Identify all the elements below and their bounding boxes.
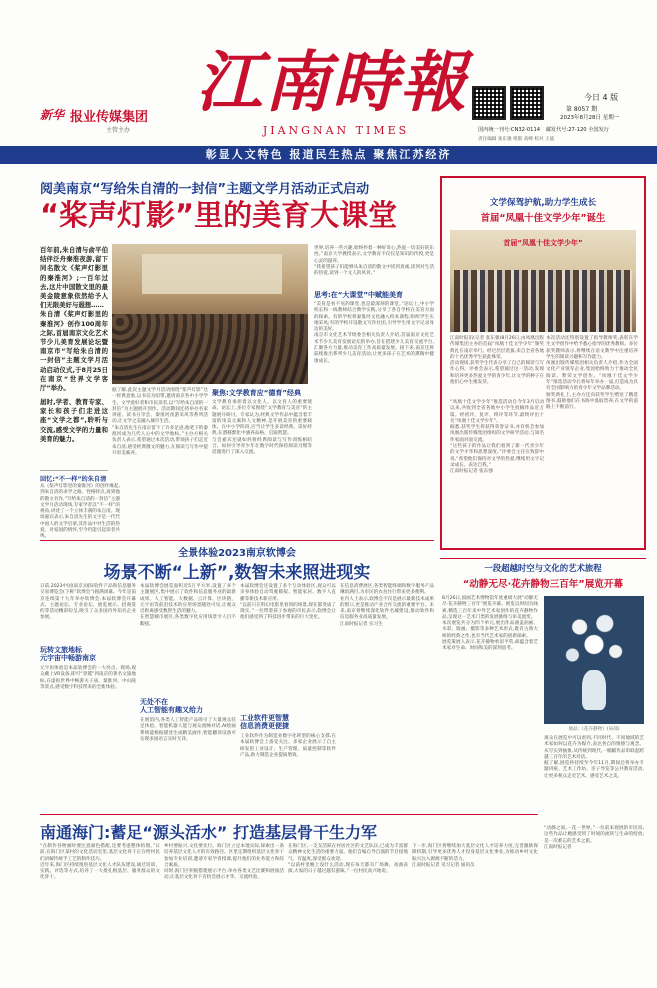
date-line: 2023年8月28日 星期一 <box>560 115 620 121</box>
art-headline-1: 一段超越时空与文化的艺术旅程 <box>484 563 602 573</box>
lead-col2: 据了解,此次主题文学月活动围绕“桨声灯影”这一经典意象,以书信为纽带,邀请南京各中小学学生、文学爱好者和市民读者,以“写给朱自清的一封信”为主题展开创作。活动期间还将举办名家讲座、读书分享会、秦淮河夜游采风等系列活动,让文学之美融入城市生活。 “朱自清先生在南京留下了许多足迹,他笔下的秦淮河成为几代人心中的文学地标。”主办方相关负责人表示,希望通过本次活动,带领孩子们走近朱自清,感受经典散文的魅力,在阅读与写作中提升审美素养。 <box>112 388 208 456</box>
lead-col4-subhead: 思考:在“大课堂”中赋能美育 <box>314 291 404 299</box>
lead-headline: “桨声灯影”里的美育大课堂 <box>40 198 398 232</box>
mid-col3: 本届软博会还设置了多个互动体验区,观众可以亲身体验自动驾驶模拟、智能家居、数字人直播等新技术新应用。 “以前只在科幻电影里看到的场景,现在都变成了现实。”一位带着孩子参观的市民表示,软博会让他们感受到了科技进步带来的巨大变化。 <box>240 584 336 621</box>
group-name: 报业传媒集团 <box>70 110 149 125</box>
slogan-band <box>0 146 657 164</box>
bottom-col3: 在海门区,一支支活跃在村居社区的文艺队伍,已成为丰富群众精神文化生活的重要力量。他们自编自导自演的节目接地气、有温度,深受群众欢迎。 “以前村里晚上没什么活动,现在每天都有广场舞、戏曲表演,大家的日子越过越有滋味。”一位村民高兴地说。 <box>288 844 408 875</box>
mid-kicker: 全景体验2023南京软博会 <box>178 548 296 559</box>
post-code-text: 邮发代号:27-120 全国发行 <box>545 127 609 133</box>
masthead <box>0 0 657 160</box>
lead-col3-subhead: 聚焦:文学教育应“德育”经典 <box>212 389 302 397</box>
lead-intro-2: 届时,学者、教育专家、家长和孩子们走进这座“文学之都”,聆听与交流,感受文学的力量和美育的魅力。 <box>40 398 108 443</box>
mid-col3b: 工业软件作为制造业数字化转型的核心支撑,在本届软博会上备受关注。多家企业展示了自主研发的工业设计、生产管理、质量控制等软件产品,助力制造企业提质增效。 <box>240 734 336 758</box>
art-photo-caption: 展品:《花卉静物》(局部) <box>568 727 620 732</box>
art-top-rule <box>440 558 646 559</box>
cn-code-text: 国内统一刊号:CN32-0114 <box>478 127 541 133</box>
bottom-top-rule <box>40 814 538 815</box>
issue-line: 第 8057 期 <box>566 106 598 113</box>
sponsor-label: 主管主办 <box>106 127 131 134</box>
mid-col2-subhead: 无处不在 人工智能有趣又给力 <box>140 698 203 714</box>
art-painting-flowers <box>558 606 630 676</box>
feature-photo <box>450 230 636 332</box>
pages-count: 今日 4 版 <box>584 93 619 102</box>
feature-photo-banner: 首届“凤凰十佳文学少年” <box>503 239 583 247</box>
bottom-col4: 下一步,海门区将继续加大基层文化人才培养力度,完善激励保障机制,引导更多优秀人才投身基层文化事业,为推动乡村文化振兴注入源源不断的活力。 江南时报记者 见习记者 通讯员 <box>412 844 538 868</box>
feature-col-a: “凤凰十佳文学少年”推选活动自今年3月启动以来,共收到全省各地中小学生投稿作品近万篇。经初评、复评、终评等环节,最终评出十名“凤凰十佳文学少年”。 据悉,获奖学生将获得荣誉证书,并有机会参加凤凰出版传媒集团组织的文学研学活动,与知名作家面对面交流。 “这些孩子的作品让我们看到了新一代青少年的文学才华和思想深度。”评委会主任在致辞中说,“希望他们保持对文学的热爱,继续用文字记录成长、表达自我。” 江南时报记者 张东强 <box>450 400 544 475</box>
cn-code <box>478 126 609 133</box>
feature-caption: 江南时报讯(记者 张东强)8月26日,由凤凰出版传媒集团主办的首届“凤凰十佳文学少年”颁奖典礼在南京举行。经过层层选拔,来自全省各地的十名优秀学生获此殊荣。 活动现场,获奖学生代表分享了自己的阅读与写作心得。评委会表示,希望通过这一活动,发现和培养更多热爱文学的青少年,让文学的种子在他们心中生根发芽。 <box>450 336 544 386</box>
art-col3: “动静之间,一花一世界。”一位前来观展的市民说,这些作品让她感受到了时间的流转与生命的绽放,是一次难忘的艺术之旅。 江南时报记者 <box>544 826 644 850</box>
lead-sidebar <box>40 246 108 466</box>
lead-col4: 世界,培养一些兴趣,始终怀着一种好奇心,热爱一切美好的东西。”南京大学教授表示,文学教育不仅仅是知识的传授,更是心灵的滋养。 “我希望孩子们能够从朱自清的散文中读到真诚,读到对生活的热爱,读到一个文人的风骨。” <box>314 246 434 277</box>
mid-col2: 本届软博会展览面积近5万平方米,设置了多个主题展区,集中展示了软件和信息服务业的最新成果。人工智能、大数据、云计算、区块链、元宇宙等前沿技术的应用场景随处可见,让观众近距离感受数智生活的魅力。 在智慧城市展区,各类数字化应用场景令人目不暇接。 <box>140 584 236 627</box>
mid-top-rule <box>40 540 434 541</box>
lead-col1: 从《桨声灯影里的秦淮河》的创作缘起,到朱自清的求学之路、性格特点,再到他的散文名作,“写给朱自清的一封信”主题文学月活动现场,专家学者以“不一样”的视角,讲述了一个立体丰满的朱自清。现场嘉宾表示,朱自清先生的文字是一代代中国人的文学启蒙,其作品中对生活的热爱、对家国的情怀,至今仍能引起读者共鸣。 <box>40 484 120 540</box>
lead-col3: 文学教育承担着以文化人、以文育人的重要使命。论坛上,多位专家围绕“文学教育与美育”的主题展开研讨。专家认为,经典文学作品中蕴含着丰富的审美元素和人文精神,是开展美育的重要载体。在中小学阶段,应当让学生多读经典、读好经典,在潜移默化中涵养品格、启迪智慧。 与会嘉宾还就如何将经典阅读与写作训练相结合、如何引导青少年在数字时代保持阅读习惯等话题进行了深入交流。 <box>212 400 312 456</box>
mid-col4: 在信息消费展区,各类智能终端和数字服务产品琳琅满目,为市民的衣食住行带来更多便利。 业内人士表示,软博会不仅是展示最新技术成果的窗口,更是推动产业合作交流的重要平台。未来,南京将继续深化软件名城建设,推动软件和信息服务业高质量发展。 江南时报记者 实习生 <box>340 584 434 627</box>
bottom-headline: 南通海门:蓄足“源头活水” 打造基层骨干生力军 <box>40 823 378 842</box>
bottom-col1: “在制作谷物画时要注意颜色搭配,还要考虑整体构图。”日前,在海门区某村的文化活动室里,基层文化骨干正在给村民们讲解传统手工艺的制作技巧。 近年来,海门区持续推进基层文化人才队伍建设,通过培训、实践、评选等方式,培养了一大批扎根基层、服务群众的文化骨干。 <box>40 844 160 881</box>
slogan-text: 彰显人文特色 报道民生热点 聚焦江苏经济 <box>205 148 452 161</box>
art-col2: 观众在展览中可以看到,不同时代、不同地域的艺术家如何以花卉为媒介,表达各自的情感与观念。从写实到抽象,从传统到现代,一幅幅作品串联起跨越三百年的艺术对话。 据了解,展览将持续至今年11月,期间还将举办专题讲座、艺术工作坊、亲子导览等公共教育活动,让更多观众走近艺术、感受艺术之美。 <box>544 736 644 779</box>
paper-title: 江南時報 <box>196 43 468 121</box>
mid-col1-subhead: 玩转文旅地标 元宇宙中畅游南京 <box>40 646 96 662</box>
feature-headline-1: 文学保驾护航,助力学生成长 <box>489 198 597 208</box>
mid-col2b: 在展馆内,各类人工智能产品吸引了大量观众驻足体验。智能机器人能与观众流畅对话,AI绘画系统能根据描述生成精美画作,智能翻译设备可实现多国语言实时互译。 <box>140 718 236 742</box>
feature-col-b: 本次活动还特别设置了指导教师奖,表彰在学生文学创作中给予悉心指导的优秀教师。多位获奖教师表示,将继续在语文教学中注重培养学生的阅读兴趣和写作能力。 凤凰出版传媒集团相关负责人介绍,作为全国文化产业领军企业,集团始终致力于推动全民阅读、繁荣文学创作。“凤凰十佳文学少年”推选活动今后将每年举办一届,打造成为具有全国影响力的青少年文学品牌活动。 颁奖典礼上,主办方还向获奖学生赠送了精选图书,鼓励他们在书海中汲取营养,在文学的道路上不断前行。 <box>546 336 638 411</box>
lead-col4b: “美育是看不见的课堂,也是最深刻的课堂。”论坛上,中小学校长和一线教师结合教学实践,分享了各自学校在美育方面的探索。有的学校将秦淮河文化融入校本课程,组织学生实地采风;有的学校开设散文写作社团,引导学生用文字记录身边的美好。 南京市文化艺术节组委会相关负责人介绍,首届南京文化艺术节少儿美育发展论坛的举办,旨在搭建少儿美育交流平台,汇聚各方力量,推动美育工作高质量发展。接下来,南京还将陆续推出系列少儿美育活动,让更多孩子在艺术的熏陶中健康成长。 <box>314 302 434 364</box>
feature-photo-people <box>454 270 632 332</box>
mid-col3-subhead: 工业软件更智慧 信息消费更便捷 <box>240 714 289 730</box>
lead-photo-audience <box>112 314 308 384</box>
mid-col1b: 元宇宙体验是本届软博会的一大亮点。现场,观众戴上VR设备,即可“穿越”到南京的著名文旅地标,在虚拟世界中畅游夫子庙、秦淮河、中山陵等景点,感受数字科技带来的全新体验。 <box>40 666 136 690</box>
qr-code-icon <box>510 86 544 120</box>
bottom-col2: 乡村要振兴,文化要先行。海门区立足本地实际,探索出一条培养基层文化人才的有效路径。区里定期组织基层文化骨干参加专业培训,邀请专家学者授课,提升他们的业务能力和综合素质。 同时,海门区积极搭建展示平台,举办各类文艺比赛和展演活动,让基层文化骨干有机会展示才华、交流经验。 <box>164 844 284 881</box>
art-painting <box>544 596 644 724</box>
qr-code-icon <box>472 86 506 120</box>
group-logo <box>40 104 180 140</box>
mid-headline: 场景不断“上新”,数智未来照进现实 <box>103 563 371 583</box>
editors-line: 责任编辑 张东强 组版 高峰 校对 王波 <box>478 137 555 142</box>
feature-box <box>440 176 646 550</box>
paper-pinyin: JIANGNAN TIMES <box>262 124 410 137</box>
feature-headline-2: 首届“凤凰十佳文学少年”诞生 <box>480 213 606 224</box>
lead-intro: 百年前,朱自清与俞平伯结伴泛舟秦淮夜游,留下同名散文《桨声灯影里的秦淮河》;一百年过去,这片中国散文里的最美金陵意象依然给予人们无限美好与遐想…… 朱自清《桨声灯影里的秦淮河》创作100周年之际,首届南京文化艺术节少儿美育发展论坛暨南京市“写给朱自清的一封信”主题文学月活动启动仪式,于8月25日在南京“世界文学客厅”举办。 <box>40 246 108 393</box>
lead-photo <box>112 244 308 384</box>
lead-sidebar-divider <box>40 470 108 471</box>
lead-photo-screen <box>142 254 282 294</box>
art-col1: 8月26日,国画艺术博物馆年度重磅大展“动静无尽·花卉静物三百年”展览开幕。展览以时间为线索,精选三百年来中外艺术家创作的花卉静物作品,呈现这一艺术门类的发展脉络与审美流变。 本次展览共分为四个单元,展出作品涵盖油画、水彩、版画、摄影等多种艺术形式,既有古典大师的经典之作,也有当代艺术家的创新探索。 展览策展人表示,花卉静物看似平常,却蕴含着艺术家对生命、时间和美的深刻思考。 <box>442 596 538 652</box>
art-painting-vase <box>582 670 606 710</box>
lead-sidebar-subhead: 回忆:“不一样”的朱自清 <box>40 476 107 483</box>
art-headline-2: “动静无尽·花卉静物三百年”展览开幕 <box>462 579 624 590</box>
mid-col1: 日前,2023中国(南京)国际软件产品和信息服务交易博览会(下称“软博会”)圆满闭幕。今年是南京连续第十九年举办软博会,本届软博会开幕式、主题论坛、专业论坛、展览展示、招商签约等活动精彩纷呈,吸引了众多国内外知名企业参展。 <box>40 584 136 621</box>
lead-kicker: 阅美南京“写给朱自清的一封信”主题文学月活动正式启动 <box>40 182 370 197</box>
group-prefix: 新华 <box>40 108 65 122</box>
